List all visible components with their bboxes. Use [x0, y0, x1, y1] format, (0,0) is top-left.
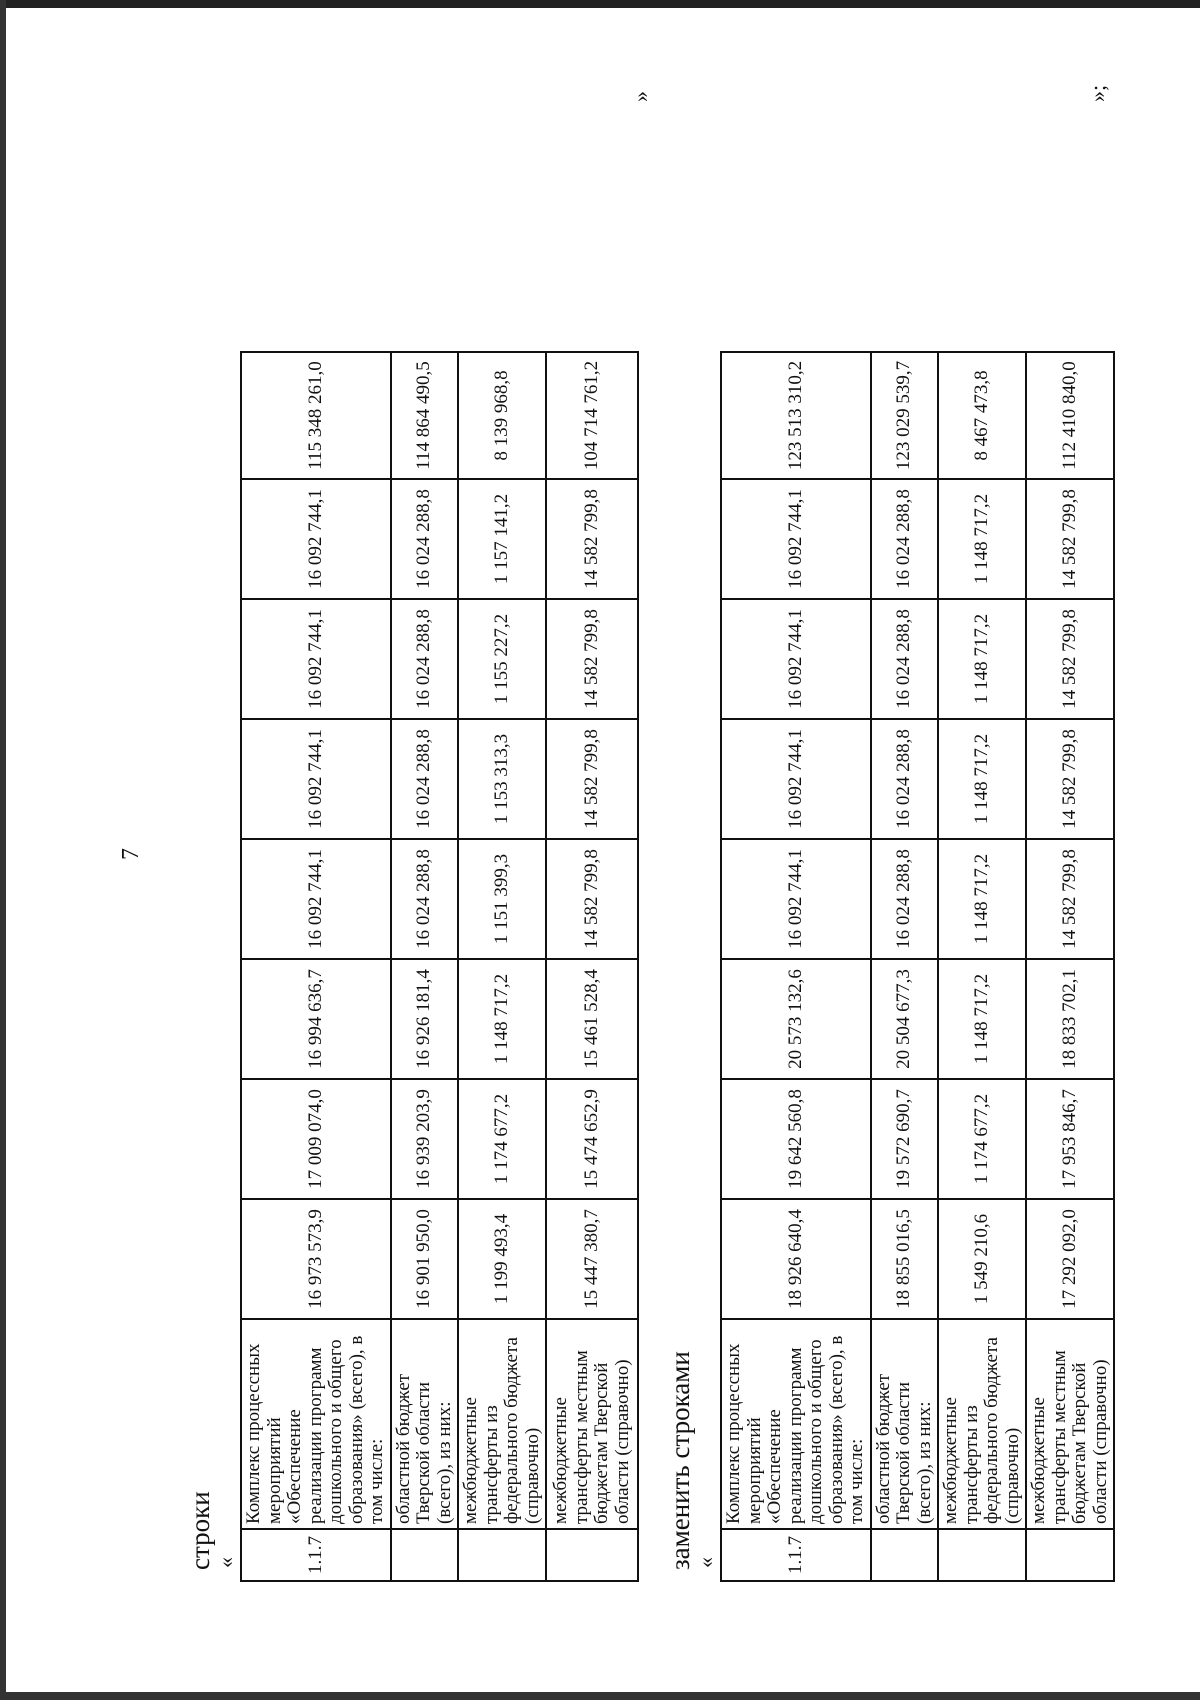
value-cell: 112 410 840,0	[1026, 352, 1114, 479]
section1-caption: строки	[185, 1491, 215, 1570]
value-cell: 8 139 968,8	[458, 352, 546, 479]
value-cell: 1 148 717,2	[458, 959, 546, 1079]
table-row	[546, 352, 638, 1581]
value-cell: 1 153 313,3	[458, 719, 546, 839]
value-cell: 18 926 640,4	[721, 1199, 871, 1319]
row-number	[1026, 1529, 1114, 1581]
value-cell: 16 092 744,1	[721, 479, 871, 599]
value-cell: 123 029 539,7	[871, 352, 939, 479]
value-cell: 16 926 181,4	[391, 959, 459, 1079]
section1-close-quote: »	[628, 91, 653, 102]
value-cell: 15 474 652,9	[546, 1079, 638, 1199]
value-cell: 19 572 690,7	[871, 1079, 939, 1199]
table-row	[458, 352, 546, 1581]
value-cell: 1 148 717,2	[938, 719, 1026, 839]
row-label: межбюджетные трансферты из федерального бюджета (справочно)	[938, 1319, 1026, 1529]
table-row	[721, 352, 871, 1581]
value-cell: 19 642 560,8	[721, 1079, 871, 1199]
value-cell: 16 024 288,8	[391, 839, 459, 959]
value-cell: 16 092 744,1	[241, 599, 391, 719]
table-row	[241, 352, 391, 1581]
value-cell: 16 024 288,8	[871, 839, 939, 959]
value-cell: 16 973 573,9	[241, 1199, 391, 1319]
row-number	[938, 1529, 1026, 1581]
value-cell: 17 292 092,0	[1026, 1199, 1114, 1319]
value-cell: 14 582 799,8	[546, 479, 638, 599]
table-row	[1026, 352, 1114, 1581]
row-number	[391, 1529, 459, 1581]
table-original-rows	[240, 351, 639, 1582]
value-cell: 18 855 016,5	[871, 1199, 939, 1319]
value-cell: 16 092 744,1	[721, 599, 871, 719]
row-number	[871, 1529, 939, 1581]
row-number	[458, 1529, 546, 1581]
value-cell: 14 582 799,8	[1026, 719, 1114, 839]
row-number: 1.1.7	[241, 1529, 391, 1581]
table-row	[938, 352, 1026, 1581]
row-label: областной бюджет Тверской области (всего), из них:	[871, 1319, 939, 1529]
value-cell: 20 573 132,6	[721, 959, 871, 1079]
value-cell: 14 582 799,8	[1026, 839, 1114, 959]
row-label: Комплекс процессных мероприятий «Обеспечение реализации программ дошкольного и общего образования» (всего), в том числе:	[721, 1319, 871, 1529]
value-cell: 20 504 677,3	[871, 959, 939, 1079]
value-cell: 1 148 717,2	[938, 479, 1026, 599]
row-label: Комплекс процессных мероприятий «Обеспечение реализации программ дошкольного и общего образования» (всего), в том числе:	[241, 1319, 391, 1529]
page-number: 7	[118, 848, 144, 860]
value-cell: 1 549 210,6	[938, 1199, 1026, 1319]
value-cell: 16 024 288,8	[871, 599, 939, 719]
value-cell: 1 199 493,4	[458, 1199, 546, 1319]
value-cell: 15 461 528,4	[546, 959, 638, 1079]
value-cell: 16 024 288,8	[871, 719, 939, 839]
value-cell: 17 953 846,7	[1026, 1079, 1114, 1199]
value-cell: 123 513 310,2	[721, 352, 871, 479]
value-cell: 16 092 744,1	[241, 839, 391, 959]
row-number	[546, 1529, 638, 1581]
value-cell: 16 092 744,1	[241, 479, 391, 599]
value-cell: 1 157 141,2	[458, 479, 546, 599]
table-row	[871, 352, 939, 1581]
value-cell: 14 582 799,8	[546, 839, 638, 959]
value-cell: 14 582 799,8	[546, 719, 638, 839]
value-cell: 8 467 473,8	[938, 352, 1026, 479]
table-replacement-rows	[720, 351, 1115, 1582]
value-cell: 104 714 761,2	[546, 352, 638, 479]
row-number: 1.1.7	[721, 1529, 871, 1581]
value-cell: 1 174 677,2	[938, 1079, 1026, 1199]
row-label: межбюджетные трансферты из федерального бюджета (справочно)	[458, 1319, 546, 1529]
row-label: межбюджетные трансферты местным бюджетам Тверской области (справочно)	[1026, 1319, 1114, 1529]
section2-caption: заменить строками	[665, 1351, 695, 1570]
value-cell: 1 148 717,2	[938, 599, 1026, 719]
value-cell: 16 024 288,8	[391, 719, 459, 839]
value-cell: 1 174 677,2	[458, 1079, 546, 1199]
section1-open-quote: «	[213, 1557, 238, 1568]
value-cell: 14 582 799,8	[1026, 479, 1114, 599]
value-cell: 16 024 288,8	[871, 479, 939, 599]
value-cell: 115 348 261,0	[241, 352, 391, 479]
value-cell: 16 939 203,9	[391, 1079, 459, 1199]
section2-open-quote: «	[693, 1557, 718, 1568]
row-label: областной бюджет Тверской области (всего), из них:	[391, 1319, 459, 1529]
value-cell: 16 092 744,1	[241, 719, 391, 839]
value-cell: 1 151 399,3	[458, 839, 546, 959]
value-cell: 16 901 950,0	[391, 1199, 459, 1319]
value-cell: 114 864 490,5	[391, 352, 459, 479]
value-cell: 16 092 744,1	[721, 719, 871, 839]
table-row	[391, 352, 459, 1581]
value-cell: 14 582 799,8	[546, 599, 638, 719]
value-cell: 1 155 227,2	[458, 599, 546, 719]
value-cell: 16 024 288,8	[391, 479, 459, 599]
value-cell: 16 024 288,8	[391, 599, 459, 719]
value-cell: 18 833 702,1	[1026, 959, 1114, 1079]
value-cell: 1 148 717,2	[938, 959, 1026, 1079]
row-label: межбюджетные трансферты местным бюджетам Тверской области (справочно)	[546, 1319, 638, 1529]
section2-close-quote: »;	[1085, 84, 1110, 102]
value-cell: 15 447 380,7	[546, 1199, 638, 1319]
value-cell: 14 582 799,8	[1026, 599, 1114, 719]
value-cell: 16 994 636,7	[241, 959, 391, 1079]
value-cell: 1 148 717,2	[938, 839, 1026, 959]
value-cell: 16 092 744,1	[721, 839, 871, 959]
value-cell: 17 009 074,0	[241, 1079, 391, 1199]
